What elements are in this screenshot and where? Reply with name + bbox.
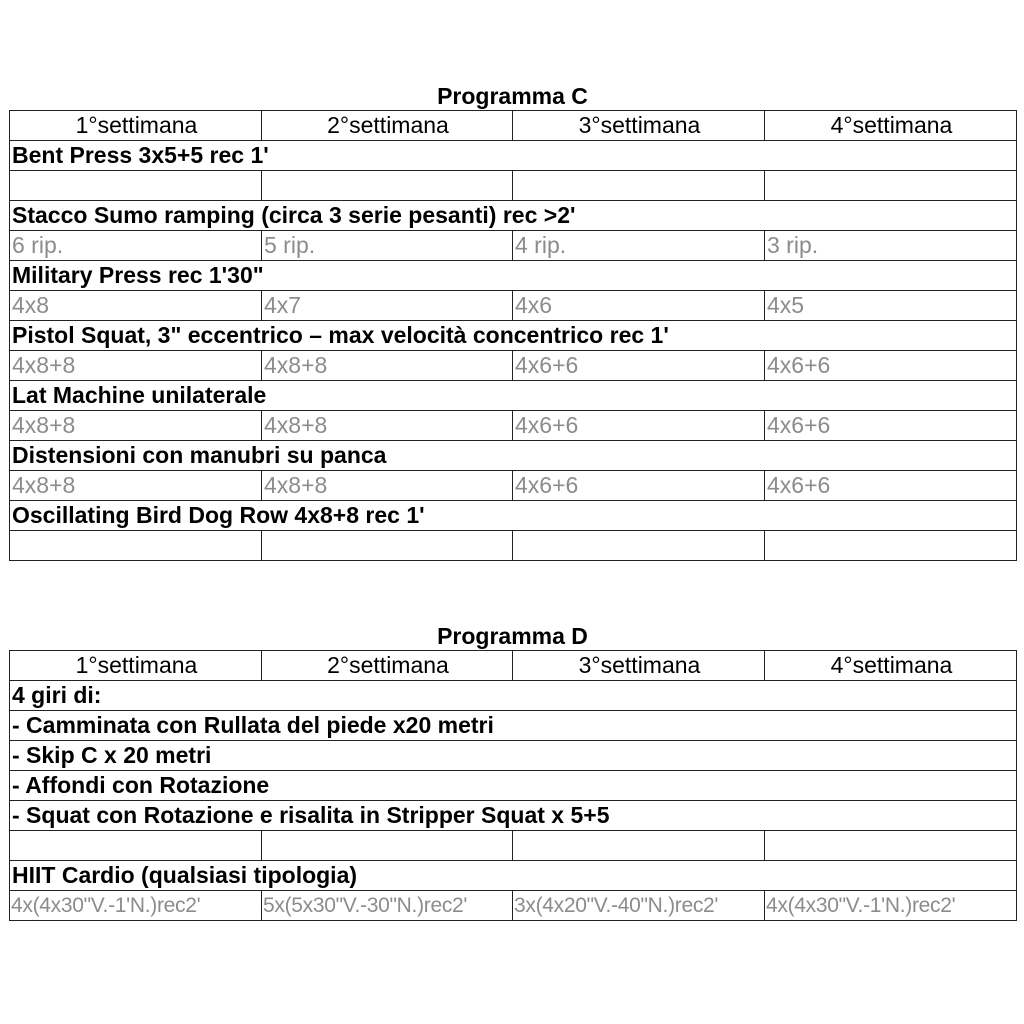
exercise-row: [10, 141, 1017, 171]
circuit-row: [10, 801, 1017, 831]
value-cell: 5 rip.: [262, 231, 513, 261]
program-c-title: Programma C: [437, 83, 588, 109]
week-4-header: 4°settimana: [765, 111, 1017, 141]
circuit-line: - Affondi con Rotazione: [10, 771, 1017, 801]
week-header-row: [10, 651, 1017, 681]
value-cell: [513, 171, 765, 201]
value-cell: 3 rip.: [765, 231, 1017, 261]
week-header-row: [10, 111, 1017, 141]
value-cell: 4x(4x30"V.-1'N.)rec2': [10, 891, 262, 921]
values-row: [10, 291, 1017, 321]
values-row: [10, 171, 1017, 201]
value-cell: 4x8+8: [262, 351, 513, 381]
exercise-row: [10, 441, 1017, 471]
exercise-row: [10, 201, 1017, 231]
exercise-name: Stacco Sumo ramping (circa 3 serie pesanti) rec >2': [10, 201, 1017, 231]
value-cell: 4x6+6: [513, 471, 765, 501]
week-3-header: 3°settimana: [513, 651, 765, 681]
value-cell: 4x8+8: [262, 471, 513, 501]
value-cell: 4x6+6: [513, 411, 765, 441]
circuit-row: [10, 681, 1017, 711]
value-cell: 4x6+6: [765, 471, 1017, 501]
value-cell: 4x5: [765, 291, 1017, 321]
exercise-row: [10, 321, 1017, 351]
value-cell: [10, 831, 262, 861]
exercise-row: [10, 861, 1017, 891]
value-cell: [10, 531, 262, 561]
value-cell: 3x(4x20"V.-40"N.)rec2': [513, 891, 765, 921]
value-cell: 4 rip.: [513, 231, 765, 261]
exercise-row: [10, 501, 1017, 531]
value-cell: 4x8+8: [262, 411, 513, 441]
values-row: [10, 531, 1017, 561]
values-row: [10, 351, 1017, 381]
value-cell: 6 rip.: [10, 231, 262, 261]
exercise-name: Military Press rec 1'30": [10, 261, 1017, 291]
value-cell: 4x8: [10, 291, 262, 321]
value-cell: [262, 171, 513, 201]
circuit-line: 4 giri di:: [10, 681, 1017, 711]
value-cell: 4x8+8: [10, 471, 262, 501]
exercise-name: Distensioni con manubri su panca: [10, 441, 1017, 471]
circuit-line: - Squat con Rotazione e risalita in Stripper Squat x 5+5: [10, 801, 1017, 831]
value-cell: 4x6+6: [513, 351, 765, 381]
value-cell: [765, 531, 1017, 561]
value-cell: 4x6+6: [765, 411, 1017, 441]
values-row: [10, 471, 1017, 501]
circuit-row: [10, 711, 1017, 741]
circuit-line: - Camminata con Rullata del piede x20 metri: [10, 711, 1017, 741]
week-3-header: 3°settimana: [513, 111, 765, 141]
week-1-header: 1°settimana: [10, 651, 262, 681]
values-row: [10, 891, 1017, 921]
exercise-name: Oscillating Bird Dog Row 4x8+8 rec 1': [10, 501, 1017, 531]
value-cell: 4x6: [513, 291, 765, 321]
program-d: [9, 622, 1016, 921]
value-cell: [262, 831, 513, 861]
value-cell: [513, 831, 765, 861]
exercise-name: Lat Machine unilaterale: [10, 381, 1017, 411]
program-d-title: Programma D: [437, 623, 588, 649]
week-2-header: 2°settimana: [262, 111, 513, 141]
exercise-row: [10, 261, 1017, 291]
exercise-name: Bent Press 3x5+5 rec 1': [10, 141, 1017, 171]
week-1-header: 1°settimana: [10, 111, 262, 141]
circuit-line: - Skip C x 20 metri: [10, 741, 1017, 771]
value-cell: 4x7: [262, 291, 513, 321]
values-row: [10, 231, 1017, 261]
exercise-name: Pistol Squat, 3" eccentrico – max velocità concentrico rec 1': [10, 321, 1017, 351]
week-2-header: 2°settimana: [262, 651, 513, 681]
value-cell: [765, 831, 1017, 861]
circuit-row: [10, 771, 1017, 801]
program-d-table: [9, 650, 1017, 921]
value-cell: [513, 531, 765, 561]
circuit-row: [10, 741, 1017, 771]
program-c: [9, 82, 1016, 561]
values-row: [10, 831, 1017, 861]
value-cell: 4x8+8: [10, 351, 262, 381]
values-row: [10, 411, 1017, 441]
program-c-table: [9, 110, 1017, 561]
value-cell: 4x(4x30"V.-1'N.)rec2': [765, 891, 1017, 921]
value-cell: [765, 171, 1017, 201]
week-4-header: 4°settimana: [765, 651, 1017, 681]
exercise-row: [10, 381, 1017, 411]
value-cell: [10, 171, 262, 201]
value-cell: [262, 531, 513, 561]
value-cell: 4x8+8: [10, 411, 262, 441]
exercise-name: HIIT Cardio (qualsiasi tipologia): [10, 861, 1017, 891]
value-cell: 5x(5x30"V.-30"N.)rec2': [262, 891, 513, 921]
value-cell: 4x6+6: [765, 351, 1017, 381]
